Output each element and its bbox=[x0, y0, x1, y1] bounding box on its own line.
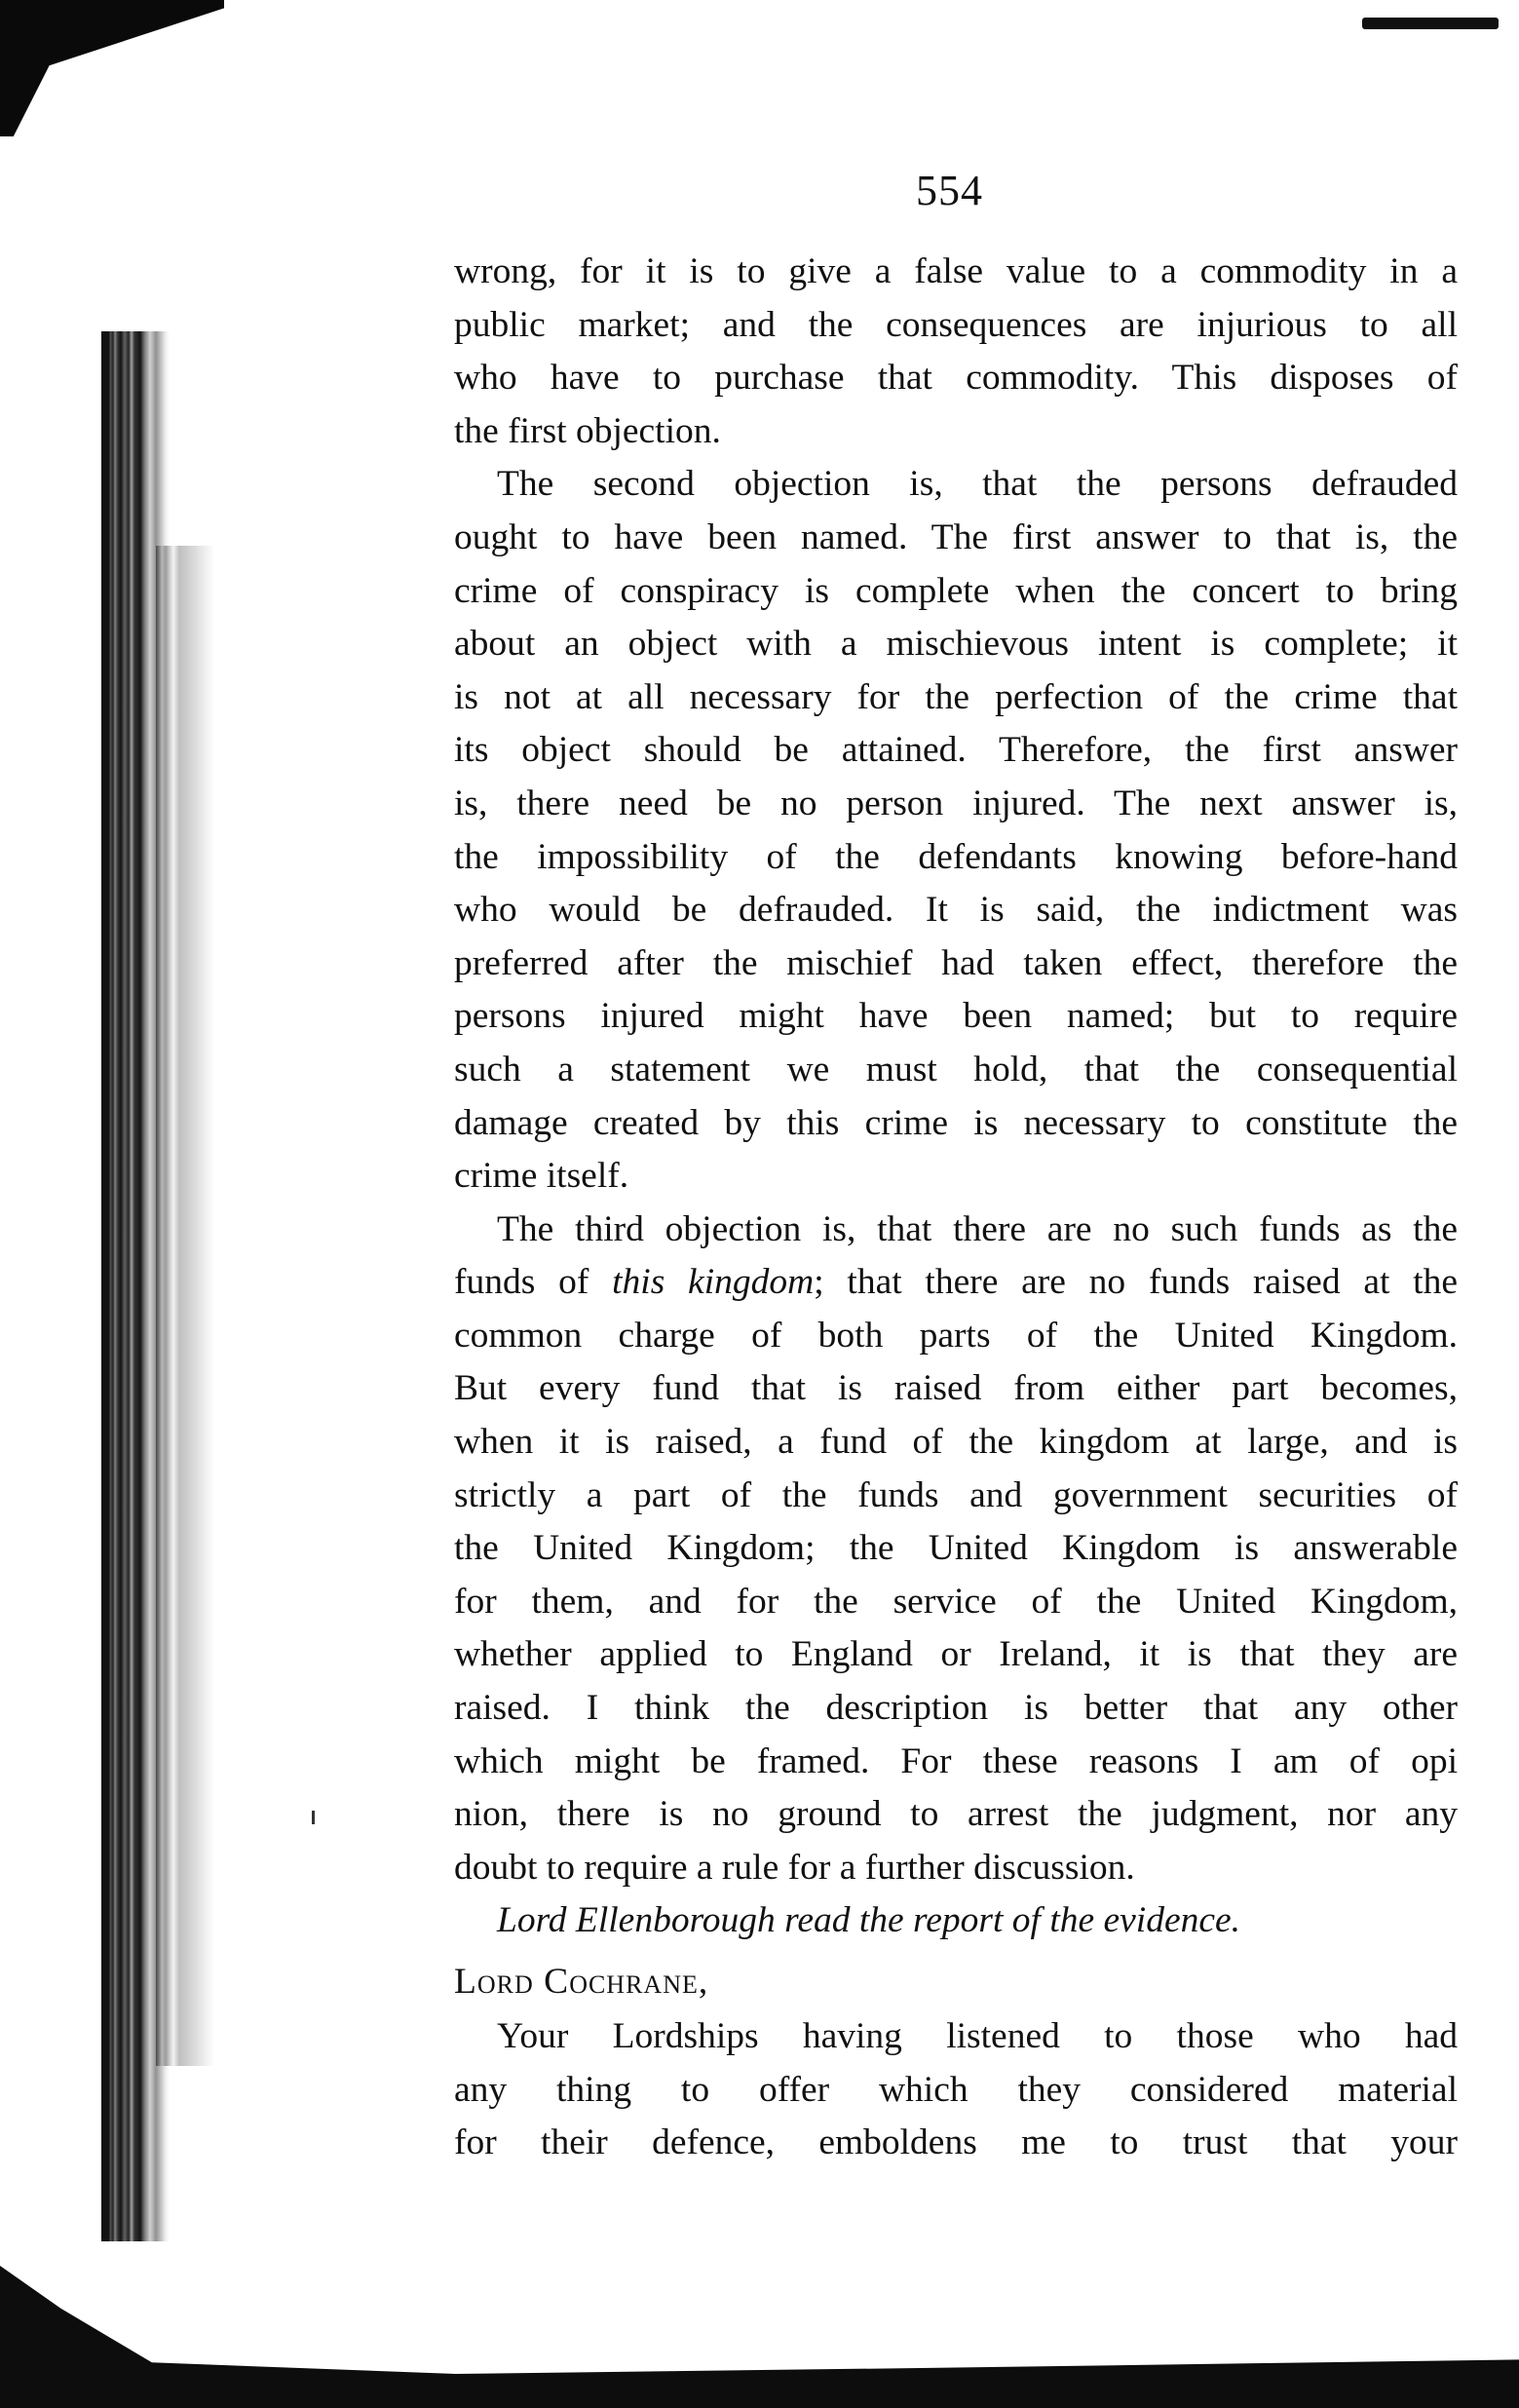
text-line: But every fund that is raised from either part becomes, bbox=[454, 1368, 1458, 1409]
text-line: wrong, for it is to give a false value to a commodity in a bbox=[454, 251, 1458, 291]
text-line: ought to have been named. The first answer to that is, the bbox=[454, 516, 1458, 557]
paragraph-4 bbox=[454, 2010, 1458, 2170]
page-bottom-edge bbox=[0, 2266, 1519, 2408]
text-line: persons injured might have been named; but to require bbox=[454, 996, 1458, 1037]
text-line: about an object with a mischievous intent is complete; it bbox=[454, 624, 1458, 665]
scan-edge-mark bbox=[1362, 18, 1499, 29]
paragraph-1 bbox=[454, 246, 1458, 458]
text-line: who have to purchase that commodity. This disposes of bbox=[454, 358, 1458, 399]
text-line: preferred after the mischief had taken effect, therefore the bbox=[454, 942, 1458, 983]
text-run: ; that there are no funds raised at the bbox=[814, 1262, 1458, 1303]
paragraph-2 bbox=[454, 458, 1458, 1203]
page-body bbox=[454, 246, 1458, 2170]
text-line: the first objection. bbox=[454, 410, 721, 451]
text-line: whether applied to England or Ireland, it is that they are bbox=[454, 1634, 1458, 1675]
paragraph-3 bbox=[454, 1204, 1458, 1895]
text-line: public market; and the consequences are injurious to all bbox=[454, 304, 1458, 345]
page-corner-shadow bbox=[0, 0, 224, 136]
text-line: strictly a part of the funds and government securities of bbox=[454, 1474, 1458, 1515]
text-line: its object should be attained. Therefore, the first answer bbox=[454, 730, 1458, 771]
text-line: is, there need be no person injured. The next answer is, bbox=[454, 783, 1458, 823]
text-line: who would be defrauded. It is said, the indictment was bbox=[454, 890, 1458, 931]
text-line: The second objection is, that the persons defrauded bbox=[497, 464, 1458, 505]
text-line: nion, there is no ground to arrest the judgment, nor any bbox=[454, 1794, 1458, 1835]
text-line: when it is raised, a fund of the kingdom at large, and is bbox=[454, 1422, 1458, 1463]
text-line: such a statement we must hold, that the consequential bbox=[454, 1049, 1458, 1089]
text-line: for them, and for the service of the United Kingdom, bbox=[454, 1581, 1458, 1622]
text-line: Your Lordships having listened to those who had bbox=[497, 2016, 1458, 2056]
page-number: 554 bbox=[916, 167, 983, 214]
stage-direction: Lord Ellenborough read the report of the evidence. bbox=[497, 1900, 1241, 1941]
text-line: which might be framed. For these reasons I am of opi bbox=[454, 1740, 1458, 1781]
text-run: funds of bbox=[454, 1262, 613, 1303]
text-line: the United Kingdom; the United Kingdom is answerable bbox=[454, 1528, 1458, 1569]
ink-speck bbox=[312, 1811, 315, 1824]
speaker-name: Lord Cochrane bbox=[454, 1962, 699, 2002]
speaker-punct: , bbox=[698, 1962, 708, 2002]
text-line: damage created by this crime is necessary to constitute the bbox=[454, 1102, 1458, 1143]
text-line-with-italic bbox=[454, 1256, 1458, 1310]
text-line: any thing to offer which they considered material bbox=[454, 2069, 1458, 2110]
text-line: common charge of both parts of the United Kingdom. bbox=[454, 1315, 1458, 1356]
text-line: raised. I think the description is better that any other bbox=[454, 1688, 1458, 1729]
text-line: The third objection is, that there are no such funds as the bbox=[497, 1208, 1458, 1249]
text-line: is not at all necessary for the perfection of the crime that bbox=[454, 676, 1458, 717]
italic-phrase: this kingdom bbox=[612, 1262, 815, 1303]
binding-fade bbox=[156, 546, 214, 2066]
text-line: for their defence, emboldens me to trust that your bbox=[454, 2122, 1458, 2163]
text-line: crime of conspiracy is complete when the concert to bring bbox=[454, 570, 1458, 611]
text-line: crime itself. bbox=[454, 1156, 629, 1197]
text-line: the impossibility of the defendants knowing before-hand bbox=[454, 836, 1458, 877]
text-line: doubt to require a rule for a further discussion. bbox=[454, 1847, 1135, 1888]
speaker-heading bbox=[454, 1954, 1458, 2010]
